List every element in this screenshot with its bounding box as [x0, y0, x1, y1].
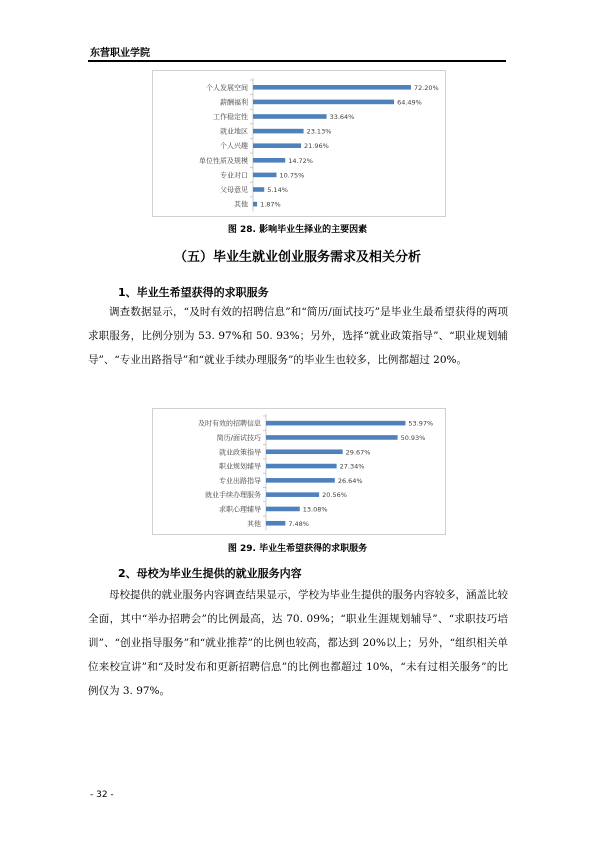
bar	[266, 478, 335, 483]
category-label: 专业对口	[220, 171, 248, 180]
category-label: 专业出路指导	[219, 476, 261, 485]
header-title: 东营职业学院	[90, 48, 150, 59]
category-label: 单位性质及规模	[199, 156, 248, 165]
data-label: 33.64%	[329, 113, 355, 121]
category-label: 求职心理辅导	[219, 505, 261, 514]
figure-28-caption: 图 28. 影响毕业生择业的主要因素	[227, 225, 368, 235]
category-label: 及时有效的招聘信息	[198, 419, 261, 428]
figure-29-caption: 图 29. 毕业生希望获得的求职服务	[227, 544, 368, 554]
category-label: 就业政策指导	[219, 448, 261, 457]
bar	[253, 143, 301, 148]
bar	[266, 507, 300, 512]
data-label: 1.87%	[260, 200, 281, 209]
category-label: 就业地区	[220, 127, 248, 136]
bar	[253, 85, 411, 90]
data-label: 14.72%	[288, 156, 313, 165]
data-label: 13.08%	[302, 505, 328, 514]
data-label: 21.96%	[304, 142, 329, 151]
bar	[266, 449, 343, 454]
factors-chart-svg	[153, 71, 445, 216]
data-label: 7.48%	[288, 519, 309, 528]
data-label: 53.97%	[408, 419, 434, 428]
subsection-2-heading: 2、母校为毕业生提供的就业服务内容	[118, 567, 302, 580]
bar	[253, 158, 285, 163]
bar	[266, 464, 337, 469]
data-label: 50.93%	[400, 433, 426, 442]
bar	[266, 492, 319, 497]
header-rule	[88, 60, 506, 62]
bar	[266, 521, 285, 526]
category-label: 工作稳定性	[213, 113, 248, 121]
category-label: 其他	[247, 519, 261, 528]
category-label: 薪酬福利	[220, 98, 248, 107]
subsection-2-paragraph: 母校提供的就业服务内容调查结果显示，学校为毕业生提供的服务内容较多，涵盖比较全面，其中“举办招聘会”的比例最高，达 70. 09%；“职业生涯规划辅导”、“求职技巧培训”、“创业指导服务”和“就业推荐”的比例也较高，都达到 20%以上；另外，“组织相关单位来校宣讲”和“及时发布和更新招聘信息”的比例也都超过 10%，“未有过相关服务”的比例仅为 3. 97%。	[88, 589, 508, 697]
bar	[266, 421, 405, 426]
data-label: 5.14%	[267, 186, 288, 194]
data-label: 23.13%	[306, 127, 332, 136]
bar	[253, 173, 277, 178]
subsection-1-paragraph: 调查数据显示，“及时有效的招聘信息”和“简历/面试技巧”是毕业生最希望获得的两项求职服务，比例分别为 53. 97%和 50. 93%；另外，选择“就业政策指导”、“职业规划辅导”、“专业出路指导”和“就业手续办理服务”的毕业生也较多，比例都超过 20%。	[88, 306, 508, 366]
data-label: 64.49%	[397, 98, 422, 107]
data-label: 20.56%	[322, 491, 347, 500]
services-chart-svg	[153, 409, 445, 534]
section-heading: （五）毕业生就业创业服务需求及相关分析	[173, 250, 421, 265]
bar	[266, 435, 398, 440]
category-label: 职业规划辅导	[219, 462, 261, 471]
bar	[253, 114, 327, 119]
services-chart	[152, 408, 446, 535]
category-label: 就业手续办理服务	[205, 491, 261, 500]
data-label: 29.67%	[345, 448, 371, 457]
category-label: 父母意见	[220, 186, 248, 194]
bar	[253, 187, 264, 192]
bar	[253, 129, 304, 134]
subsection-1-heading: 1、毕业生希望获得的求职服务	[118, 286, 269, 299]
category-label: 简历/面试技巧	[216, 433, 261, 442]
data-label: 10.75%	[279, 171, 305, 180]
category-label: 其他	[234, 200, 248, 209]
data-label: 26.64%	[337, 476, 363, 485]
bar	[253, 202, 257, 207]
category-label: 个人兴趣	[220, 142, 248, 151]
data-label: 72.20%	[413, 83, 439, 92]
bar	[253, 100, 394, 105]
category-label: 个人发展空间	[206, 83, 248, 92]
factors-chart	[152, 70, 446, 217]
page-number: - 32 -	[90, 790, 114, 800]
data-label: 27.34%	[339, 462, 365, 471]
